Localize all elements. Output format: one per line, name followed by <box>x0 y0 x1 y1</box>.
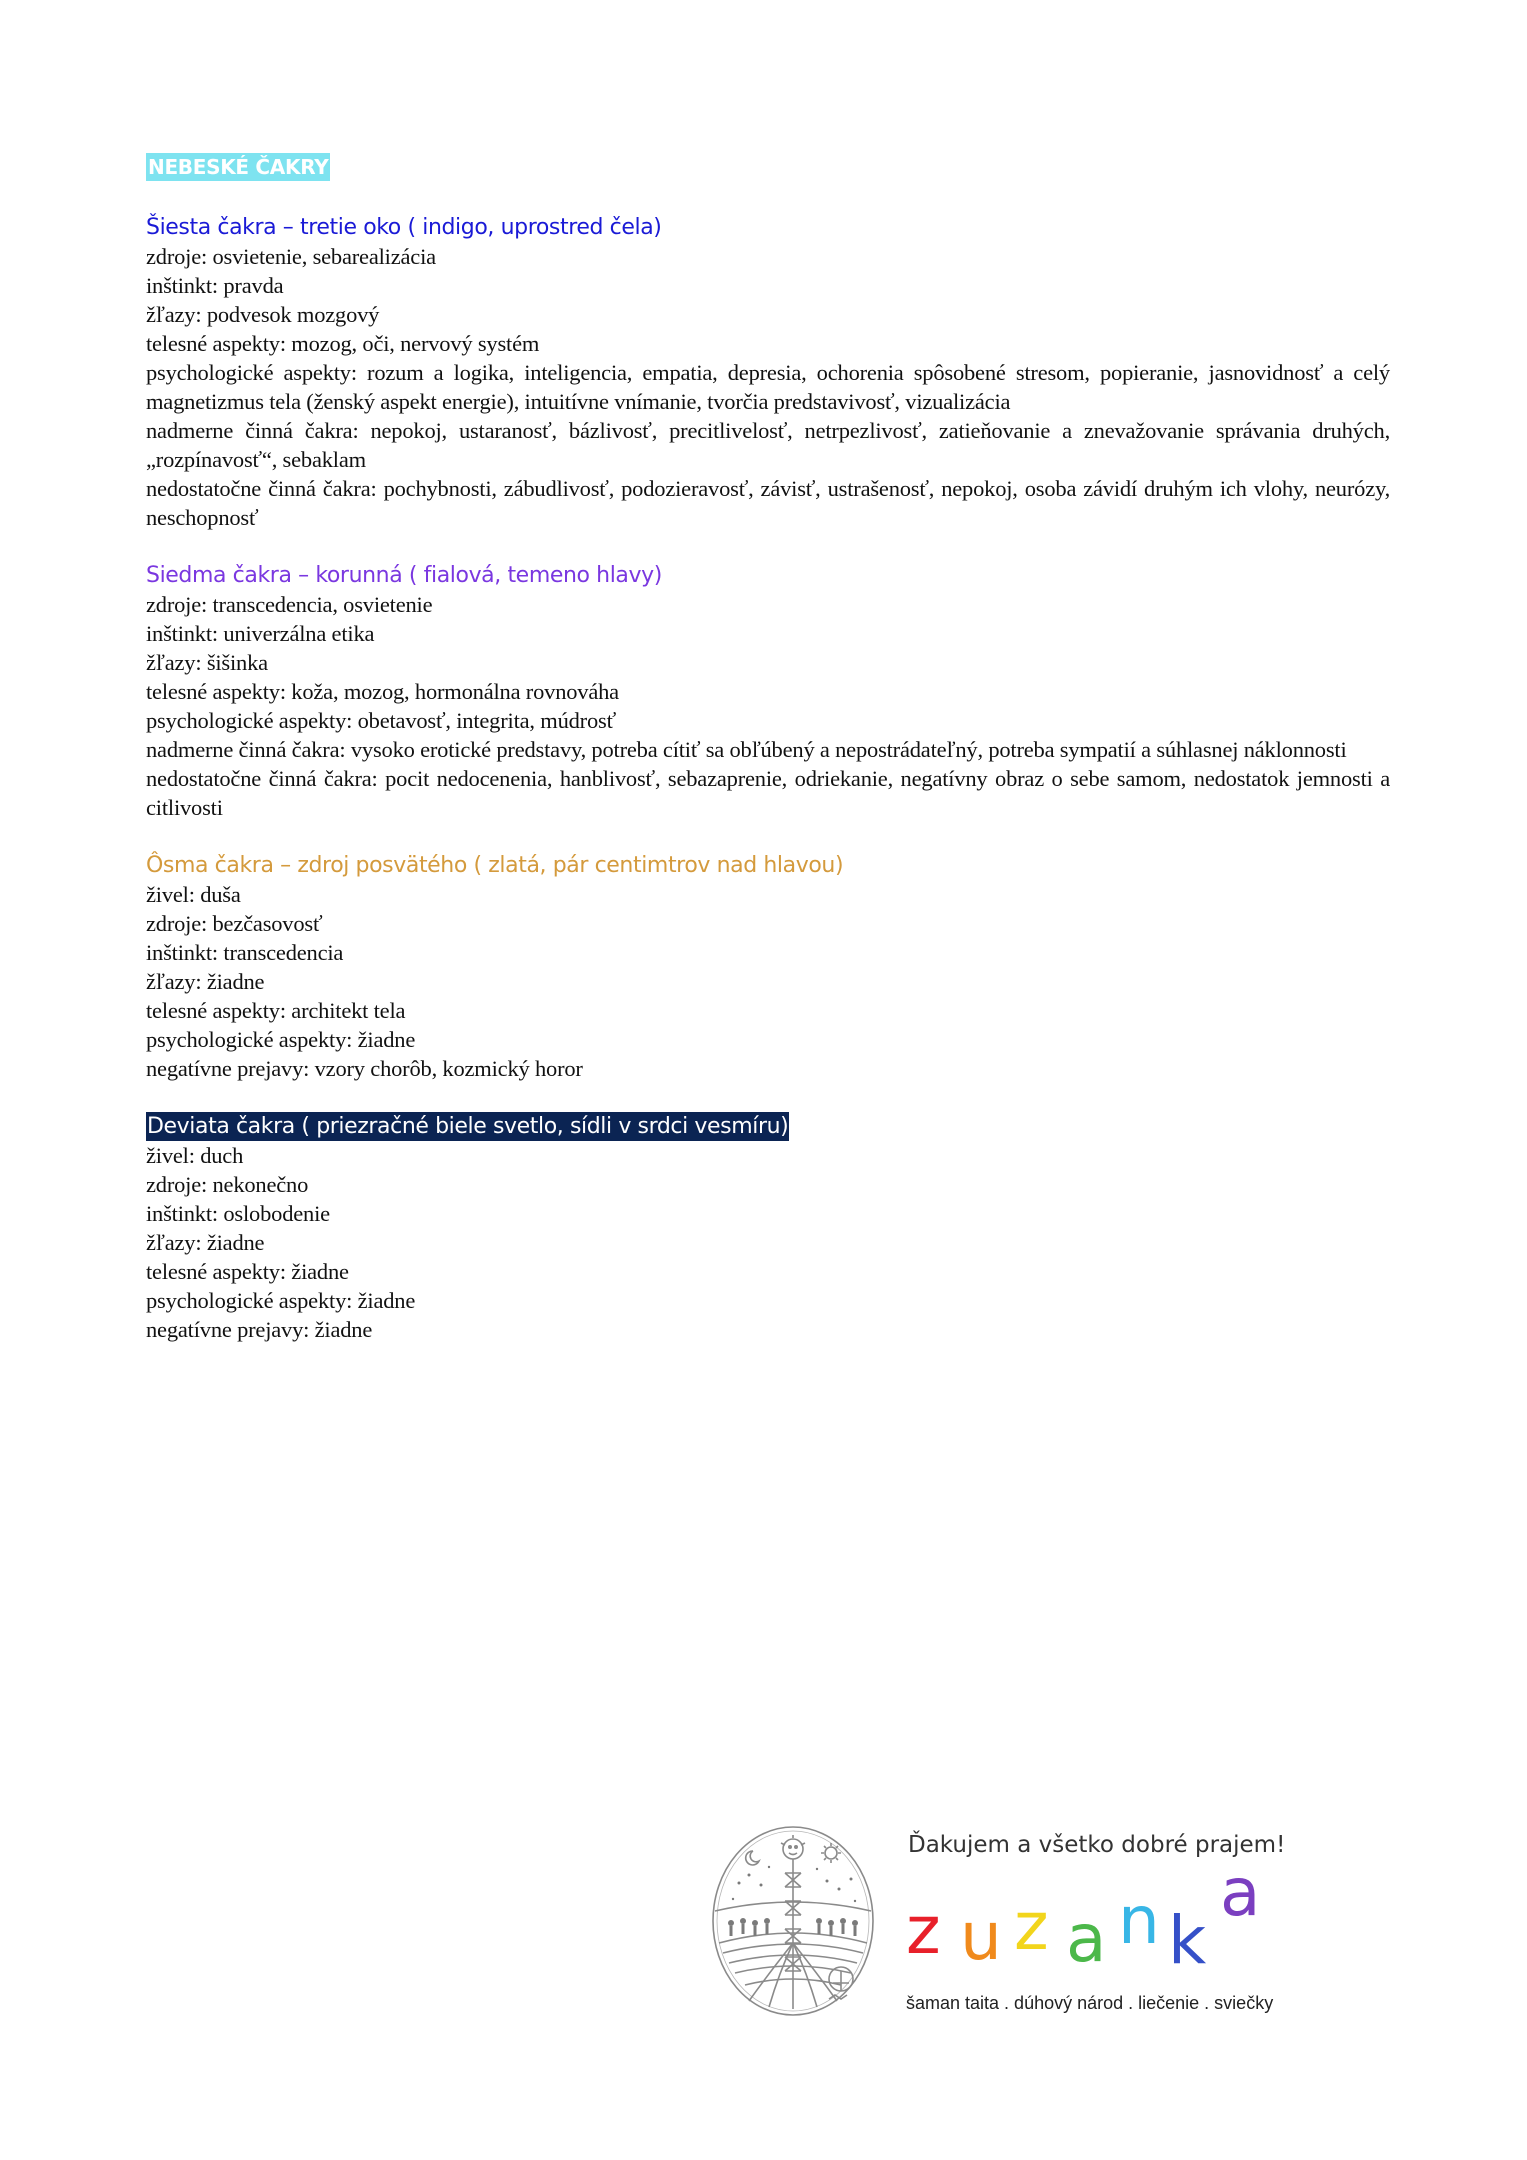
thanks-text: Ďakujem a všetko dobré prajem! <box>908 1832 1286 1858</box>
chakra-7-heading: Siedma čakra – korunná ( fialová, temeno hlavy) <box>146 563 662 588</box>
chakra-7-line: telesné aspekty: koža, mozog, hormonálna rovnováha <box>146 679 619 704</box>
chakra-6-psych: psychologické aspekty: rozum a logika, inteligencia, empatia, depresia, ochorenia spôsobené stresom, popieranie, jasnovidnosť a celý magnetizmus tela (ženský aspekt energie), intuitívne vnímanie, tvorčia predstavivosť, vizualizácia <box>146 360 1390 414</box>
section-title: NEBESKÉ ČAKRY <box>148 155 329 179</box>
chakra-9-line: negatívne prejavy: žiadne <box>146 1317 373 1342</box>
chakra-6-section <box>146 213 1390 532</box>
chakra-8-line: inštinkt: transcedencia <box>146 940 344 965</box>
chakra-8-line: zdroje: bezčasovosť <box>146 911 323 936</box>
chakra-9-line: žľazy: žiadne <box>146 1230 265 1255</box>
chakra-9-line: živel: duch <box>146 1143 244 1168</box>
chakra-6-line: žľazy: podvesok mozgový <box>146 302 380 327</box>
brand-logo-text <box>906 1854 1316 1980</box>
chakra-6-line: telesné aspekty: mozog, oči, nervový systém <box>146 331 540 356</box>
chakra-8-line: psychologické aspekty: žiadne <box>146 1027 416 1052</box>
chakra-6-over: nadmerne činná čakra: nepokoj, ustaranosť, bázlivosť, precitlivelosť, netrpezlivosť, zatieňovanie a znevažovanie správania druhých, „rozpínavosť“, sebaklam <box>146 418 1390 472</box>
shaman-drum-logo-icon <box>709 1823 877 2019</box>
brand-letter: u <box>960 1898 1002 1975</box>
brand-letter: z <box>906 1892 941 1969</box>
chakra-8-line: negatívne prejavy: vzory chorôb, kozmický horor <box>146 1056 583 1081</box>
chakra-7-line: psychologické aspekty: obetavosť, integrita, múdrosť <box>146 708 616 733</box>
chakra-7-over: nadmerne činná čakra: vysoko erotické predstavy, potreba cítiť sa obľúbený a nepostrádateľný, potreba sympatií a súhlasnej náklonnosti <box>146 737 1347 762</box>
chakra-9-line: psychologické aspekty: žiadne <box>146 1288 416 1313</box>
chakra-8-heading: Ôsma čakra – zdroj posvätého ( zlatá, pár centimtrov nad hlavou) <box>146 853 844 878</box>
brand-letter: z <box>1014 1888 1049 1965</box>
brand-letter: a <box>1220 1854 1261 1931</box>
chakra-9-line: inštinkt: oslobodenie <box>146 1201 330 1226</box>
chakra-8-line: žľazy: žiadne <box>146 969 265 994</box>
tagline-text: šaman taita . dúhový národ . liečenie . sviečky <box>906 1993 1274 2013</box>
chakra-7-line: zdroje: transcedencia, osvietenie <box>146 592 433 617</box>
chakra-9-section <box>146 1112 1390 1344</box>
chakra-6-line: zdroje: osvietenie, sebarealizácia <box>146 244 436 269</box>
chakra-7-line: inštinkt: univerzálna etika <box>146 621 375 646</box>
chakra-8-section <box>146 851 1390 1083</box>
chakra-6-heading: Šiesta čakra – tretie oko ( indigo, uprostred čela) <box>146 215 662 240</box>
chakra-6-line: inštinkt: pravda <box>146 273 284 298</box>
chakra-7-line: žľazy: šišinka <box>146 650 268 675</box>
chakra-6-under: nedostatočne činná čakra: pochybnosti, zábudlivosť, podozieravosť, závisť, ustrašenosť, nepokoj, osoba závidí druhým ich vlohy, neurózy, neschopnosť <box>146 476 1390 530</box>
brand-letter: k <box>1168 1902 1207 1979</box>
document-content <box>146 153 1390 1344</box>
brand-letter: a <box>1066 1900 1107 1977</box>
brand-letter: n <box>1118 1882 1160 1959</box>
chakra-9-line: telesné aspekty: žiadne <box>146 1259 349 1284</box>
chakra-7-under: nedostatočne činná čakra: pocit nedocenenia, hanblivosť, sebazaprenie, odriekanie, negatívny obraz o sebe samom, nedostatok jemnosti a citlivosti <box>146 766 1390 820</box>
chakra-7-section <box>146 561 1390 822</box>
chakra-8-line: telesné aspekty: architekt tela <box>146 998 406 1023</box>
chakra-9-line: zdroje: nekonečno <box>146 1172 309 1197</box>
chakra-9-heading: Deviata čakra ( priezračné biele svetlo, sídli v srdci vesmíru) <box>147 1114 789 1139</box>
chakra-8-line: živel: duša <box>146 882 241 907</box>
